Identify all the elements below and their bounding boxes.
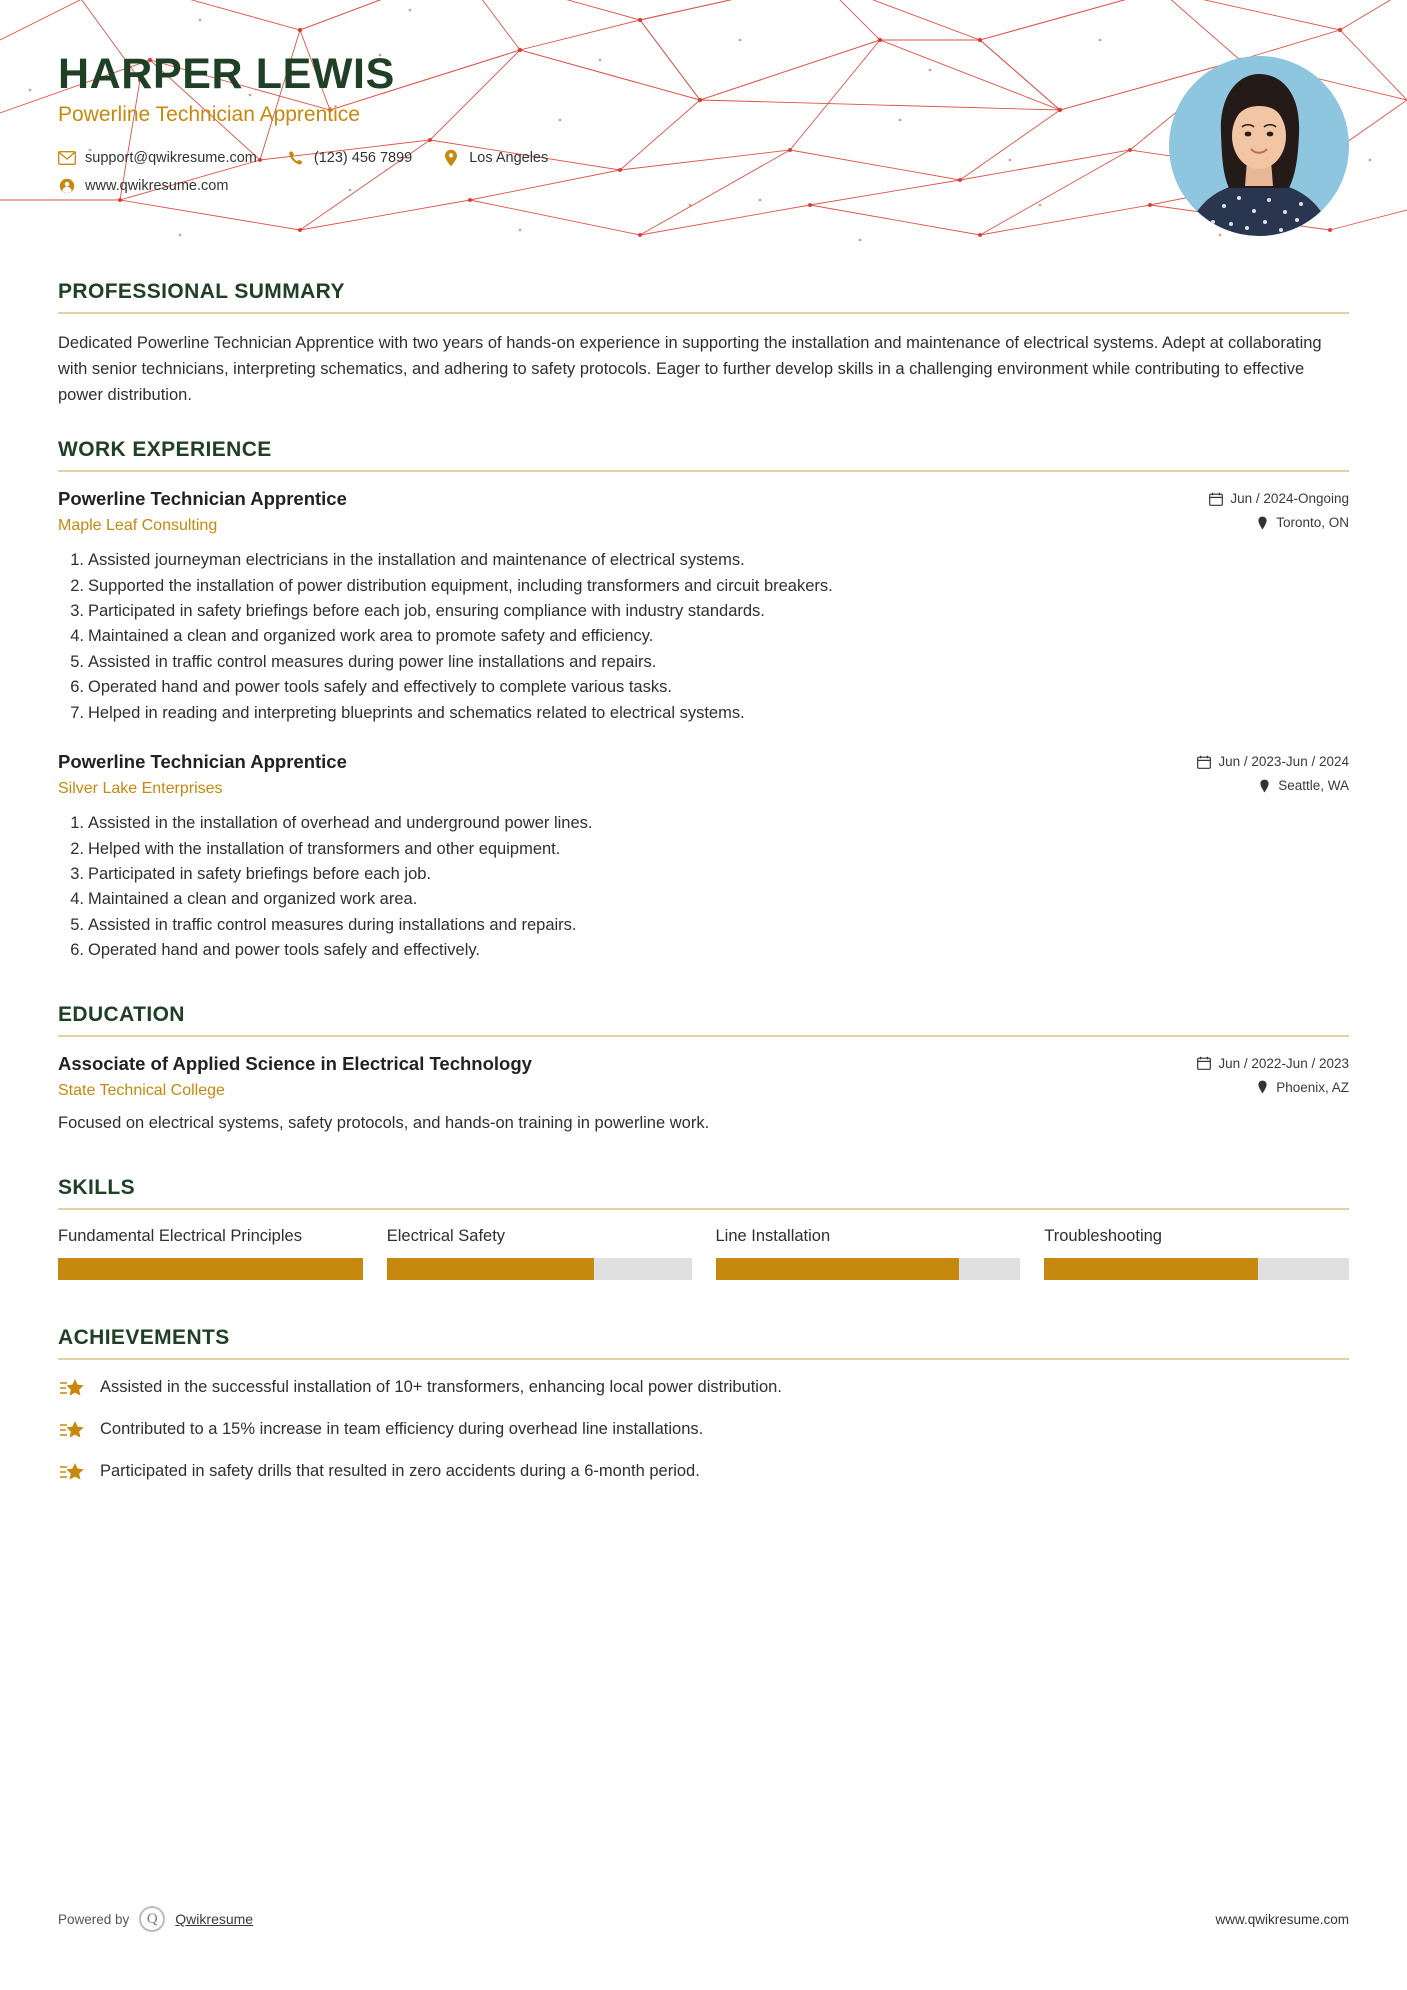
experience-location-text: Seattle, WA bbox=[1278, 778, 1349, 794]
skill-progress-track bbox=[716, 1258, 1021, 1280]
skill-item bbox=[1044, 1226, 1349, 1280]
bullet-number: 1. bbox=[70, 814, 84, 833]
bullet-text: Helped with the installation of transformers and other equipment. bbox=[88, 839, 561, 858]
experience-bullets bbox=[58, 812, 1349, 963]
bullet-number: 4. bbox=[70, 890, 84, 909]
list-item bbox=[58, 863, 1349, 886]
bullet-text: Participated in safety briefings before each job. bbox=[88, 864, 432, 883]
skill-label: Line Installation bbox=[715, 1226, 831, 1245]
list-item bbox=[58, 838, 1349, 861]
contact-email-text: support@qwikresume.com bbox=[85, 150, 257, 167]
section-divider bbox=[58, 1358, 1349, 1360]
bullet-text: Supported the installation of power distribution equipment, including transformers and circuit breakers. bbox=[88, 576, 833, 595]
bullet-number: 3. bbox=[70, 864, 84, 883]
experience-dates bbox=[1209, 491, 1349, 506]
map-pin-icon bbox=[1255, 516, 1269, 530]
education-school: State Technical College bbox=[58, 1081, 225, 1099]
bullet-text: Operated hand and power tools safely and effectively. bbox=[88, 941, 480, 960]
envelope-icon bbox=[58, 149, 76, 167]
bullet-text: Maintained a clean and organized work area to promote safety and efficiency. bbox=[88, 627, 654, 646]
list-item bbox=[58, 939, 1349, 962]
section-title-skills: SKILLS bbox=[58, 1175, 136, 1199]
experience-dates bbox=[1197, 754, 1349, 769]
location-pin-icon bbox=[442, 149, 460, 167]
achievement-item bbox=[58, 1418, 1349, 1442]
skills-grid bbox=[58, 1226, 1349, 1280]
contact-location-text: Los Angeles bbox=[469, 150, 549, 167]
contact-phone[interactable] bbox=[287, 149, 412, 167]
skill-label: Troubleshooting bbox=[1044, 1226, 1162, 1245]
qwikresume-logo-icon: Q bbox=[139, 1906, 165, 1932]
skill-progress-track bbox=[58, 1258, 363, 1280]
section-divider bbox=[58, 1035, 1349, 1037]
bullet-number: 7. bbox=[70, 703, 84, 722]
education-entry bbox=[58, 1053, 1349, 1136]
skill-item bbox=[387, 1226, 692, 1280]
skill-progress-fill bbox=[716, 1258, 960, 1280]
skill-progress-track bbox=[1044, 1258, 1349, 1280]
bullet-number: 2. bbox=[70, 839, 84, 858]
map-pin-icon bbox=[1255, 1080, 1269, 1094]
skill-item bbox=[716, 1226, 1021, 1280]
achievement-text: Contributed to a 15% increase in team efficiency during overhead line installations. bbox=[100, 1419, 704, 1438]
list-item bbox=[58, 651, 1349, 674]
experience-company: Maple Leaf Consulting bbox=[58, 517, 218, 535]
calendar-icon bbox=[1197, 755, 1211, 769]
education-degree: Associate of Applied Science in Electrical Technology bbox=[58, 1052, 532, 1074]
experience-dates-text: Jun / 2024-Ongoing bbox=[1230, 491, 1349, 507]
bullet-number: 6. bbox=[70, 941, 84, 960]
achievement-item bbox=[58, 1376, 1349, 1400]
contact-row-1 bbox=[58, 149, 1349, 167]
list-item bbox=[58, 914, 1349, 937]
footer-powered-by-label: Powered by bbox=[58, 1911, 130, 1927]
avatar bbox=[1169, 56, 1349, 236]
bullet-text: Assisted in the installation of overhead and underground power lines. bbox=[88, 814, 593, 833]
contact-location bbox=[442, 149, 548, 167]
skill-progress-track bbox=[387, 1258, 692, 1280]
education-location-text: Phoenix, AZ bbox=[1276, 1079, 1349, 1095]
bullet-text: Assisted in traffic control measures during power line installations and repairs. bbox=[88, 652, 657, 671]
achievement-item bbox=[58, 1460, 1349, 1484]
bullet-text: Assisted in traffic control measures during installations and repairs. bbox=[88, 915, 577, 934]
section-work-experience bbox=[58, 438, 1349, 962]
skill-progress-fill bbox=[387, 1258, 594, 1280]
calendar-icon bbox=[1209, 492, 1223, 506]
experience-dates-text: Jun / 2023-Jun / 2024 bbox=[1218, 754, 1349, 770]
section-title-achievements: ACHIEVEMENTS bbox=[58, 1325, 230, 1349]
bullet-number: 1. bbox=[70, 551, 84, 570]
list-item bbox=[58, 812, 1349, 835]
calendar-icon bbox=[1197, 1056, 1211, 1070]
skill-label: Electrical Safety bbox=[386, 1226, 506, 1245]
skill-label: Fundamental Electrical Principles bbox=[58, 1226, 302, 1245]
page-footer bbox=[58, 1906, 1349, 1932]
contact-phone-text: (123) 456 7899 bbox=[313, 150, 413, 167]
experience-location-text: Toronto, ON bbox=[1276, 515, 1349, 531]
experience-entry bbox=[58, 751, 1349, 963]
skill-progress-fill bbox=[1044, 1258, 1257, 1280]
bullet-text: Operated hand and power tools safely and effectively to complete various tasks. bbox=[88, 678, 672, 697]
education-description: Focused on electrical systems, safety protocols, and hands-on training in powerline work. bbox=[58, 1113, 710, 1132]
experience-bullets bbox=[58, 549, 1349, 725]
contact-website[interactable] bbox=[58, 177, 228, 195]
contact-row-2 bbox=[58, 177, 1349, 195]
footer-website[interactable]: www.qwikresume.com bbox=[1215, 1911, 1349, 1927]
globe-icon bbox=[58, 177, 76, 195]
map-pin-icon bbox=[1257, 779, 1271, 793]
bullet-number: 5. bbox=[70, 652, 84, 671]
list-item bbox=[58, 575, 1349, 598]
bullet-number: 3. bbox=[70, 602, 84, 621]
skill-item bbox=[58, 1226, 363, 1280]
phone-icon bbox=[287, 149, 305, 167]
experience-company: Silver Lake Enterprises bbox=[58, 780, 223, 798]
experience-location bbox=[1197, 778, 1349, 793]
experience-location bbox=[1209, 515, 1349, 530]
section-title-experience: WORK EXPERIENCE bbox=[58, 438, 272, 462]
experience-role: Powerline Technician Apprentice bbox=[58, 751, 347, 773]
footer-branding bbox=[58, 1906, 253, 1932]
section-title-education: EDUCATION bbox=[58, 1002, 185, 1026]
bullet-number: 5. bbox=[70, 915, 84, 934]
summary-text: Dedicated Powerline Technician Apprentice with two years of hands-on experience in supporting the installation and maintenance of electrical systems. Adept at collaborating with senior technicians, interpreting schematics, and adhering to safety protocols. Eager to further develop skills in a challenging environment while contributing to effective power distribution. bbox=[58, 334, 1322, 405]
list-item bbox=[58, 888, 1349, 911]
bullet-number: 2. bbox=[70, 576, 84, 595]
section-skills bbox=[58, 1176, 1349, 1280]
skill-progress-fill bbox=[58, 1258, 363, 1280]
bullet-text: Maintained a clean and organized work area. bbox=[88, 890, 418, 909]
resume-body bbox=[0, 280, 1407, 1484]
section-education bbox=[58, 1003, 1349, 1136]
bullet-text: Helped in reading and interpreting blueprints and schematics related to electrical systems. bbox=[88, 703, 745, 722]
star-badge-icon bbox=[58, 1418, 86, 1442]
section-professional-summary bbox=[58, 280, 1349, 408]
contact-info bbox=[58, 149, 1349, 195]
contact-email[interactable] bbox=[58, 149, 257, 167]
section-divider bbox=[58, 470, 1349, 472]
contact-website-text: www.qwikresume.com bbox=[85, 178, 229, 195]
star-badge-icon bbox=[58, 1460, 86, 1484]
list-item bbox=[58, 549, 1349, 572]
education-dates-text: Jun / 2022-Jun / 2023 bbox=[1218, 1055, 1349, 1071]
section-achievements bbox=[58, 1326, 1349, 1484]
list-item bbox=[58, 702, 1349, 725]
bullet-number: 6. bbox=[70, 678, 84, 697]
education-dates bbox=[1197, 1056, 1349, 1071]
achievement-text: Assisted in the successful installation of 10+ transformers, enhancing local power distribution. bbox=[100, 1377, 782, 1396]
education-location bbox=[1197, 1080, 1349, 1095]
section-title-summary: PROFESSIONAL SUMMARY bbox=[58, 280, 345, 303]
achievement-text: Participated in safety drills that resulted in zero accidents during a 6-month period. bbox=[100, 1461, 700, 1480]
list-item bbox=[58, 676, 1349, 699]
experience-role: Powerline Technician Apprentice bbox=[58, 488, 347, 510]
candidate-name: HARPER LEWIS bbox=[58, 50, 395, 98]
list-item bbox=[58, 625, 1349, 648]
list-item bbox=[58, 600, 1349, 623]
section-divider bbox=[58, 312, 1349, 314]
candidate-job-title: Powerline Technician Apprentice bbox=[58, 103, 360, 127]
star-badge-icon bbox=[58, 1376, 86, 1400]
bullet-text: Participated in safety briefings before each job, ensuring compliance with industry standards. bbox=[88, 602, 765, 621]
section-divider bbox=[58, 1208, 1349, 1210]
bullet-text: Assisted journeyman electricians in the installation and maintenance of electrical systems. bbox=[88, 551, 745, 570]
footer-brand-link[interactable]: Qwikresume bbox=[175, 1911, 254, 1927]
bullet-number: 4. bbox=[70, 627, 84, 646]
experience-entry bbox=[58, 488, 1349, 725]
